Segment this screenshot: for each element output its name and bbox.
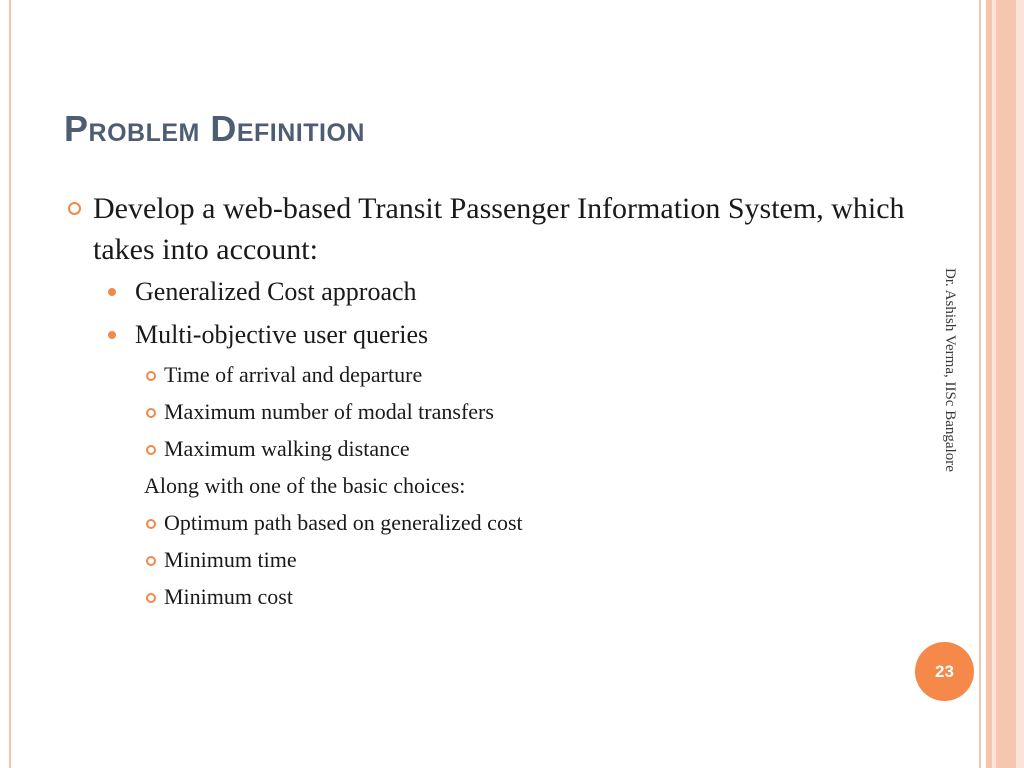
sub-bullet [60,313,920,356]
query-option-text: Time of arrival and departure [164,362,423,387]
basic-choice [60,541,920,578]
basic-choice-text: Minimum time [164,547,297,572]
left-border-rule [9,0,11,768]
right-stripe [996,0,1016,768]
basic-choice [60,504,920,541]
dot-bullet-icon [108,288,116,296]
page-number-badge: 23 [915,642,974,701]
query-option-text: Maximum walking distance [164,436,410,461]
basic-choice-text: Optimum path based on generalized cost [164,510,523,535]
query-option-text: Maximum number of modal transfers [164,399,494,424]
ring-bullet-icon [146,593,156,603]
sub-bullet-text: Generalized Cost approach [135,277,417,306]
author-credit: Dr. Ashish Verma, IISc Bangalore [942,268,958,472]
ring-bullet-icon [146,445,156,455]
basic-choice-text: Minimum cost [164,584,293,609]
right-stripe [1016,0,1024,768]
query-option [60,393,920,430]
sub-bullet-text: Multi-objective user queries [135,320,429,349]
dot-bullet-icon [108,331,116,339]
query-option [60,430,920,467]
right-stripe [979,0,981,768]
query-option [60,356,920,393]
slide-title: Problem Definition [64,108,365,149]
basic-choices-intro: Along with one of the basic choices: [144,473,466,498]
ring-bullet-icon [146,408,156,418]
basic-choice [60,578,920,615]
main-bullet-text: Develop a web-based Transit Passenger Information System, which takes into account: [93,192,905,266]
sub-bullet [60,270,920,313]
ring-bullet-icon [68,202,81,215]
slide-body [60,188,920,615]
ring-bullet-icon [146,556,156,566]
ring-bullet-icon [146,371,156,381]
main-bullet [60,188,920,270]
ring-bullet-icon [146,519,156,529]
